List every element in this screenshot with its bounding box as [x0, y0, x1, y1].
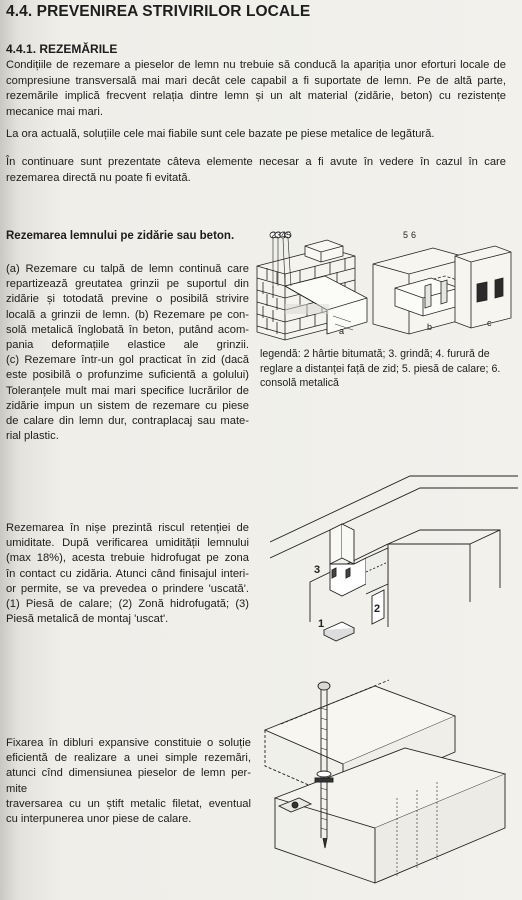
text-line: (1) Piesă de calare; (2) Zonă hidrofugată; (3) — [6, 598, 249, 611]
text-line: Fixarea în dibluri expansive constituie o soluție — [6, 737, 251, 749]
text-line: Rezemarea în nișe prezintă riscul retenției de — [6, 522, 249, 534]
fig1-label-5b: 5 — [403, 230, 409, 240]
text-line: cu interpunerea unor piese de calare. — [6, 813, 192, 826]
text-line: (max 18%), acesta trebuie hidrofugat pe zona — [6, 552, 249, 565]
text-line: zidărie și totodată previne o posibilă strivire — [6, 293, 249, 306]
section-title: 4.4. PREVENIREA STRIVIRILOR LOCALE — [6, 3, 311, 20]
text-block-niche-support — [6, 521, 249, 627]
subsection-title: 4.4.1. REZEMĂRILE — [6, 42, 118, 56]
text-line: (c) Rezemare într-un gol practicat în zid (dacă — [6, 354, 249, 367]
text-line: locală a grinzii de lemn. (b) Rezemare pe con- — [6, 308, 249, 321]
text-line: repartizează greutatea grinzii pe suportul din — [6, 278, 249, 291]
fig1-label-b: b — [427, 322, 433, 332]
text-line: solă metalică înglobată în beton, putând acom- — [6, 323, 249, 336]
text-block-anchor-fixing — [6, 736, 251, 827]
fig1-label-3: 3 — [276, 230, 282, 240]
text-line: de calare din lemn dur, contraplacaj sau mate- — [6, 415, 249, 428]
text-line: pania deformațiile elastice ale grinzii. — [6, 339, 249, 352]
fig2-label-1: 1 — [318, 618, 325, 630]
figure-threaded-anchor — [255, 678, 510, 888]
text-line: rial plastic. — [6, 430, 59, 443]
text-line: traversarea cu un știft metalic filetat, eventual — [6, 797, 251, 810]
fig1-label-4: 4 — [281, 230, 287, 240]
brick-wall-a-drawing — [257, 240, 367, 340]
fig1-label-6: 6 — [411, 230, 417, 240]
text-block-support-types — [6, 262, 249, 444]
text-line: mite — [6, 782, 28, 795]
intro-paragraph-3: În continuare sunt prezentate câteva elemente necesar a fi avute în vedere în cazul în care rezemarea directă nu poate fi evitată. — [6, 156, 506, 184]
fig1-label-2: 2 — [271, 230, 277, 240]
intro-paragraph-2: La ora actuală, soluțiile cele mai fiabile sunt cele bazate pe piese metalice de legătură. — [6, 128, 435, 140]
fig2-label-2: 2 — [374, 603, 381, 615]
fig1-label-c: c — [487, 318, 492, 328]
text-line: este posibilă o profunzime suficientă a golului) — [6, 369, 249, 382]
wall-c-drawing — [455, 246, 511, 328]
figure-niche-bracket — [270, 472, 518, 652]
figure-1-caption: legendă: 2 hârtie bitumată; 3. grindă; 4. fururǎ de reglare a distanței față de zid; 5. piesă de calare; 6. consolă metalică — [260, 348, 501, 389]
figure-wall-supports — [255, 226, 513, 344]
intro-paragraph-1: Condițiile de rezemare a pieselor de lemn nu trebuie să conducă la apariția unor eforturi locale de compresiune transversală mai mari decât cele capabil a fi suportate de lemn. Pe de altă parte, rezemările implică frecvent relația dintre lemn și un alt material (zidărie, beton) cu rezistențe mecanice mai mari. — [6, 59, 506, 118]
text-line: Piesă metalică de montaj 'uscat'. — [6, 613, 169, 626]
text-line: în contact cu zidăria. Atunci când finisajul interi- — [6, 567, 249, 580]
text-line: eficientă de realizare a unei simple rezemări, — [6, 752, 251, 765]
fig2-label-3: 3 — [314, 564, 321, 576]
text-line: or permite, se va prevedea o prindere 'uscată'. — [6, 582, 249, 595]
section-heading-masonry: Rezemarea lemnului pe zidărie sau beton. — [6, 230, 235, 242]
text-line: atunci cînd dimensiunea pieselor de lemn per- — [6, 767, 251, 780]
text-line: umiditate. După verificarea umidității lemnului — [6, 537, 249, 550]
text-line: Toleranțele mult mai mari specifice lucrărilor de — [6, 384, 249, 397]
fig1-label-5: 5 — [286, 230, 292, 240]
text-line: (a) Rezemare cu talpă de lemn continuă care — [6, 263, 249, 275]
text-line: zidărie impun un sistem de rezemare cu piese — [6, 399, 249, 412]
fig1-label-a: a — [339, 326, 345, 336]
